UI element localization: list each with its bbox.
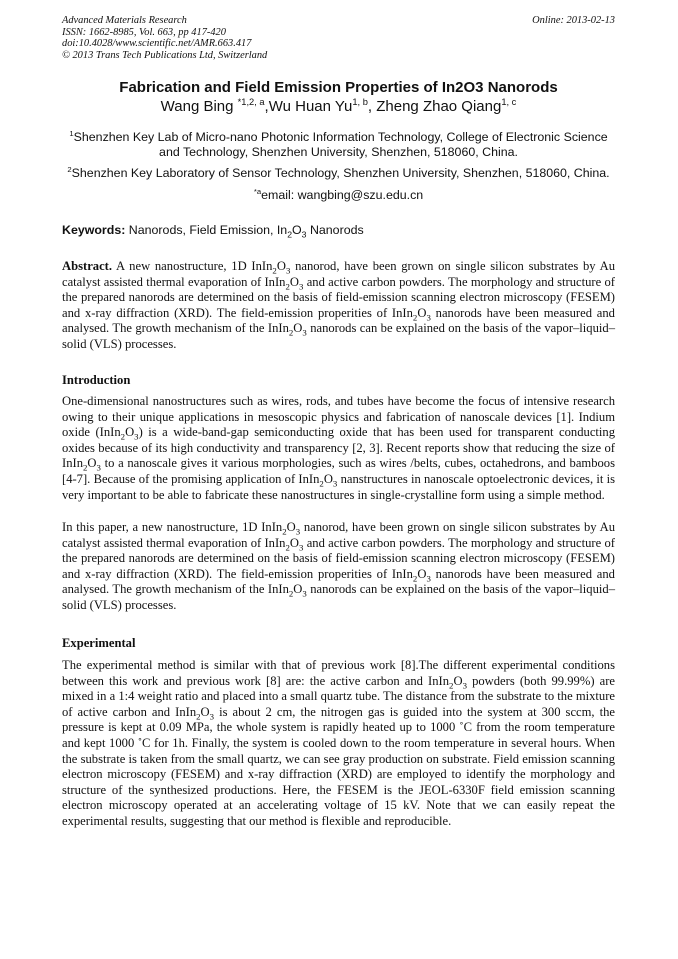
email-text: email: wangbing@szu.edu.cn — [261, 188, 424, 202]
intro-text: In this paper, a new nanostructure, 1D In — [62, 520, 272, 534]
introduction-heading: Introduction — [62, 373, 131, 387]
author-2-affiliation: 1, b — [352, 97, 368, 107]
formula-subscript-2: 2 — [288, 327, 294, 338]
formula-element-o: O — [289, 274, 299, 289]
formula-in2o3 — [402, 305, 431, 323]
formula-in2o3 — [274, 535, 304, 553]
journal-header — [62, 15, 615, 61]
abstract-text: nanorods have been measured and analysed. The growth mechanism of the In — [62, 305, 615, 336]
formula-element-in: In — [271, 520, 283, 534]
formula-subscript-2: 2 — [196, 711, 201, 722]
formula-subscript-3: 3 — [332, 478, 338, 489]
formula-element-o: O — [286, 520, 296, 534]
affiliation-1-marker: 1 — [69, 128, 74, 138]
formula-subscript-3: 3 — [209, 711, 215, 722]
formula-element-o: O — [289, 535, 299, 550]
formula-element-in: In — [261, 259, 273, 273]
formula-subscript-2: 2 — [285, 281, 290, 292]
keywords-sub-2: 3 — [301, 229, 307, 240]
formula-subscript-3: 3 — [299, 542, 304, 553]
experimental-text: powders (both 99.99%) are mixed in a 1:4 weight ratio and placed into a small quartz tube. The distance from the substrate to the mixture of active carbon and In — [62, 673, 615, 719]
formula-subscript-2: 2 — [319, 478, 324, 489]
formula-element-o: O — [417, 305, 427, 320]
formula-in2o3 — [271, 520, 301, 537]
formula-element-in: In — [402, 305, 413, 320]
formula-subscript-2: 2 — [120, 431, 126, 442]
intro-text: nanorods have been measured and analysed. The growth mechanism of the In — [62, 566, 615, 597]
formula-in2o3 — [72, 456, 101, 473]
formula-subscript-2: 2 — [288, 588, 294, 599]
experimental-text: The experimental method is similar with that of previous work [8].The different experimental conditions between this work and previous work [8] are: the active carbon and In — [62, 658, 615, 688]
intro-text: One-dimensional nanostructures such as wires, rods, and tubes have become the focus of intensive research owing to their unique applications in mesoscopic physics and fabrication of nanoscale devices [1]. Indium oxide (In — [62, 394, 615, 440]
formula-in2o3 — [110, 425, 139, 442]
author-1-affiliation: *1,2, a — [237, 97, 265, 107]
issn-line: ISSN: 1662-8985, Vol. 663, pp 417-420 — [62, 26, 226, 38]
formula-element-o: O — [293, 321, 303, 336]
author-3-name: , Zheng Zhao Qiang — [367, 98, 502, 115]
formula-in2o3 — [185, 704, 215, 722]
formula-element-o: O — [417, 566, 427, 581]
keywords-text-2: O — [292, 223, 302, 237]
email-marker: *a — [253, 186, 262, 196]
keywords-text-1: Nanorods, Field Emission, In — [125, 223, 288, 237]
online-date: Online: 2013-02-13 — [532, 15, 615, 26]
doi-line: doi:10.4028/www.scientific.net/AMR.663.417 — [62, 38, 252, 50]
journal-name: Advanced Materials Research — [62, 15, 187, 26]
keywords-sub-1: 2 — [287, 229, 293, 240]
corresponding-email — [62, 188, 615, 203]
formula-element-in: In — [185, 704, 197, 719]
formula-in2o3 — [308, 471, 338, 489]
author-1-name: Wang Bing — [160, 98, 238, 115]
abstract-text: and active carbon powders. The morphology and structure of the prepared nanorods are determined on the basis of field-emission scanning electron microscopy (FESEM) and x-ray diffraction (XRD). The field-emission properities of In — [62, 274, 615, 320]
formula-element-in: In — [274, 535, 286, 550]
formula-subscript-3: 3 — [299, 281, 304, 292]
formula-element-in: In — [72, 456, 83, 471]
formula-subscript-2: 2 — [412, 573, 418, 584]
intro-text: nanstructures in nanoscale optoelectronic devices, it is very important to be able to fabricate these nanostructures in single-crystalline form using a simple method. — [62, 471, 615, 502]
affiliation-1-text: Shenzhen Key Lab of Micro-nano Photonic Information Technology, College of Electronic Science and Technology, Shenzhen University, Shenzhen, 518060, China. — [73, 130, 608, 159]
intro-text: ) is a wide-band-gap semiconducting oxide that has been used for transparent conducting oxides because of its high conductivity and transparency [2, 3]. Recent reports show that reducing the size of In — [62, 425, 615, 471]
intro-text: to a nanoscale gives it various morphologies, such as wires /belts, cubes, octahedrons, and bamboos [4-7]. Because of the promising application of In — [62, 456, 615, 486]
formula-element-o: O — [200, 704, 210, 719]
intro-text: nanorod, have been grown on single silicon substrates by Au catalyst assisted thermal evaporation of In — [62, 520, 615, 550]
formula-element-o: O — [453, 673, 463, 688]
author-list — [62, 98, 615, 115]
formula-element-in: In — [278, 321, 289, 336]
introduction-paragraph-1 — [62, 394, 615, 503]
formula-subscript-2: 2 — [282, 526, 287, 537]
formula-subscript-3: 3 — [285, 265, 291, 276]
copyright-line: © 2013 Trans Tech Publications Ltd, Switzerland — [62, 49, 268, 61]
formula-subscript-3: 3 — [302, 588, 307, 599]
formula-in2o3 — [274, 274, 304, 292]
formula-element-in: In — [402, 566, 413, 581]
formula-subscript-2: 2 — [285, 542, 290, 553]
paper-title: Fabrication and Field Emission Properties of In2O3 Nanorods — [119, 79, 558, 96]
intro-text: nanorods can be explained on the basis of the vapor–liquid–solid (VLS) processes. — [62, 582, 615, 612]
affiliation-2 — [62, 166, 615, 181]
formula-subscript-3: 3 — [426, 312, 431, 323]
abstract-text: nanorods can be explained on the basis of the vapor–liquid–solid (VLS) processes. — [62, 321, 615, 351]
formula-element-in: In — [278, 582, 289, 597]
intro-text: and active carbon powders. The morphology and structure of the prepared nanorods are determined on the basis of field-emission scanning electron microscopy (FESEM) and x-ray diffraction (XRD). The field-emission properities of In — [62, 535, 615, 581]
formula-subscript-3: 3 — [96, 462, 101, 473]
formula-subscript-3: 3 — [426, 573, 431, 584]
author-2-name: ,Wu Huan Yu — [264, 98, 353, 115]
formula-subscript-3: 3 — [295, 526, 301, 537]
experimental-paragraph — [62, 658, 615, 830]
formula-subscript-2: 2 — [412, 312, 418, 323]
keywords-label: Keywords: — [62, 223, 126, 237]
keywords-line — [62, 223, 615, 240]
formula-element-in: In — [274, 274, 286, 289]
abstract-label: Abstract. — [62, 259, 113, 273]
keywords-text-3: Nanorods — [306, 223, 364, 237]
formula-in2o3 — [278, 582, 307, 599]
abstract-text: A new nanostructure, 1D In — [112, 259, 262, 273]
abstract-paragraph — [62, 259, 615, 353]
affiliation-2-text: Shenzhen Key Laboratory of Sensor Technology, Shenzhen University, Shenzhen, 518060, China. — [71, 166, 610, 180]
formula-in2o3 — [438, 673, 467, 691]
formula-subscript-2: 2 — [83, 462, 88, 473]
formula-subscript-3: 3 — [134, 431, 139, 442]
affiliation-2-marker: 2 — [67, 164, 72, 174]
introduction-paragraph-2 — [62, 520, 615, 614]
formula-element-in: In — [110, 425, 121, 440]
formula-element-o: O — [125, 425, 135, 440]
formula-element-o: O — [87, 456, 97, 471]
formula-in2o3 — [278, 321, 307, 338]
formula-in2o3 — [402, 566, 431, 584]
formula-subscript-3: 3 — [462, 680, 467, 691]
formula-subscript-3: 3 — [302, 327, 307, 338]
formula-element-in: In — [308, 471, 320, 486]
affiliation-1 — [62, 130, 615, 160]
experimental-heading: Experimental — [62, 636, 136, 650]
formula-subscript-2: 2 — [449, 680, 454, 691]
formula-in2o3 — [261, 259, 291, 276]
formula-subscript-2: 2 — [272, 265, 277, 276]
author-3-affiliation: 1, c — [501, 97, 517, 107]
formula-element-o: O — [293, 582, 303, 597]
formula-element-o: O — [276, 259, 286, 273]
formula-element-o: O — [323, 471, 333, 486]
abstract-text: nanorod, have been grown on single silicon substrates by Au catalyst assisted thermal evaporation of In — [62, 259, 615, 289]
formula-element-in: In — [438, 673, 450, 688]
experimental-text: is about 2 cm, the nitrogen gas is guided into the system at 300 sccm, the pressure is kept at 0.09 MPa, the whole system is rapidly heated up to 1000 ˚C from the room temperature and kept 1000 ˚C for 1h. Finally, the system is cooled down to the room temperature in several hours. When the substrate is taken from the small quartz, we can see gray production on substrate. Field emission scanning electron microscopy (FESEM) and x-ray diffraction (XRD) are employed to identify the morphology and structure of the synthesized productions. Here, the FESEM is the JEOL-6330F field emission scanning electron microscopy operated at an accelerating voltage of 15 kV. Note that we can easily repeat the experimental results, suggesting that our method is flexible and reproducible. — [62, 704, 615, 828]
